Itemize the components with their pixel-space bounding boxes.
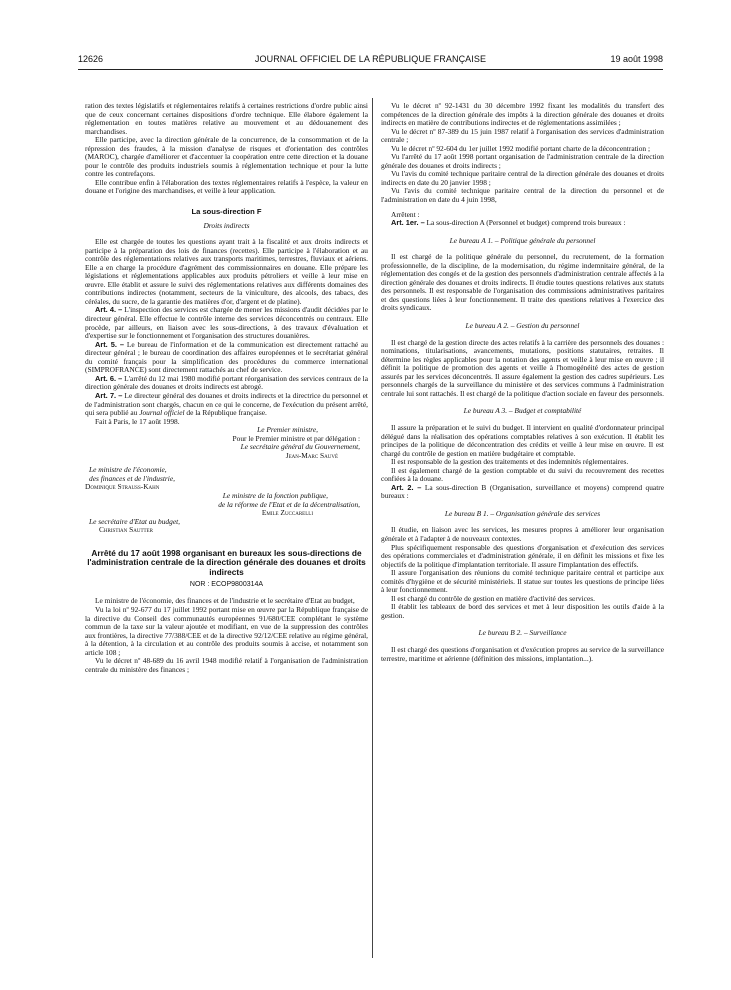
article-text: de la République française. (184, 408, 267, 418)
paragraph: Il est chargé de la politique générale du personnel, du recrutement, de la formation professionnelle, de la discipline, de la modernisation, du régime indemnitaire général, de la réglementation des congés et de la gestion des personnels d'administration centrale affectés à la direction générale des douanes et droits indirects. Il étudie toutes questions relatives aux statuts des personnels. Il est responsable de l'organisation des commissions administratives paritaires et des questions liées à leur fonctionnement. Il traite des questions relatives à l'exercice des droits syndicaux. (381, 252, 664, 313)
article-6 (85, 375, 368, 392)
paragraph: Il assure l'organisation des réunions du comité technique paritaire central et participe aux comités d'hygiène et de sécurité ministériels. Il statue sur toutes les questions de principe liées à leur fonctionnement. (381, 568, 664, 595)
signatory-name: Dominique Strauss-Kahn (85, 482, 160, 492)
article-7 (85, 392, 368, 418)
bureau-heading: Le bureau B 1. – Organisation générale des services (444, 508, 601, 518)
paragraph: Elle est chargée de toutes les questions ayant trait à la fiscalité et aux droits indirects et participe à la préparation des lois de finances (recettes). Elle participe à l'élaboration et au contrôle des réglementations relatives aux transports maritimes, terrestres, fluviaux et aériens. Elle a en charge la procédure d'agrément des commissionnaires en douane. Elle prépare les législations et réglementations applicables aux produits pétroliers et veille à leur mise en œuvre. Elle établit et assure le suivi des réglementations relatives aux différents domaines des contributions indirectes (notamment, secteurs de la viniculture, des alcools, des tabacs, des céréales, du sucre, de la garantie des matières d'or, d'argent et de platine). (85, 237, 368, 306)
paragraph: Vu le décret nº 48-689 du 16 avril 1948 modifié relatif à l'organisation de l'administration centrale du ministère des finances ; (85, 656, 368, 674)
article-text: Le bureau de l'information et de la communication est directement rattaché au directeur général ; le bureau de coordination des affaires européennes et le secrétariat général du comité français pour la simplification des procédures du commerce international (SIMPROFRANCE) sont directement rattachés au chef de service. (85, 339, 369, 375)
signatory-title: Le secrétaire général du Gouvernement, (240, 442, 360, 452)
paragraph: Il étudie, en liaison avec les services, les mesures propres à améliorer leur organisation générale et à l'adapter à de nouveaux contextes. (381, 525, 664, 543)
paragraph: Il assure la préparation et le suivi du budget. Il intervient en qualité d'ordonnateur principal délégué dans la réalisation des opérations comptables relatives à son exécution. Il établit les principes de la politique de déconcentration des crédits et veille à leur mise en œuvre. Il est chargé du contrôle de gestion en matière budgétaire et comptable. (381, 422, 664, 458)
bureau-heading: Le bureau A 1. – Politique générale du personnel (449, 235, 596, 245)
paragraph: Vu le décret nº 92-604 du 1er juillet 1992 modifié portant charte de la déconcentration ; (391, 143, 650, 153)
signatory-title: Le ministre de l'économie, (89, 465, 167, 475)
left-column (85, 102, 368, 674)
article-label: Art. 2. – (391, 482, 422, 492)
paragraph: Vu l'avis du comité technique paritaire central de la direction générale des douanes et droits indirects en date du 20 janvier 1998 ; (381, 169, 664, 187)
paragraph: Vu la loi nº 92-677 du 17 juillet 1992 portant mise en œuvre par la République française de la directive du Conseil des communautés européennes 91/680/CEE complétant le système commun de la taxe sur la valeur ajoutée et modifiant, en vue de la suppression des contrôles aux frontières, la directive 77/388/CEE et de la directive 92/12/CEE relative au régime général, à la détention, à la circulation et au contrôle des produits soumis à accise, et notamment son article 108 ; (85, 605, 368, 657)
article-4 (85, 306, 368, 340)
page-header (78, 54, 663, 68)
header-rule (78, 69, 663, 70)
article-label: Art. 4. – (95, 305, 123, 315)
article-label: Art. 6. – (95, 373, 123, 383)
article-text: La sous-direction A (Personnel et budget) comprend trois bureaux : (424, 218, 626, 228)
issue-date: 19 août 1998 (610, 54, 663, 64)
signatory-delegation: Pour le Premier ministre et par délégation : (232, 433, 360, 443)
article-2 (381, 484, 664, 501)
column-divider (372, 98, 373, 958)
signatory-title: de la réforme de l'Etat et de la décentralisation, (218, 499, 360, 509)
article-text: L'inspection des services est chargée de mener les missions d'audit décidées par le directeur général. Elle effectue le contrôle interne des services déconcentrés ou centraux. Elle procède, par ailleurs, en liaison avec les sous-directions, à des travaux d'évaluation et d'expertise sur le fonctionnement et l'organisation des structures douanières. (85, 305, 368, 341)
paragraph: Il est chargé des questions d'organisation et d'exécution propres au service de la surveillance terrestre, maritime et aérienne (définition des missions, implantation...). (381, 644, 664, 663)
signatory-name: Jean-Marc Sauvé (285, 450, 338, 460)
page-number: 12626 (78, 54, 104, 64)
done-at: Fait à Paris, le 17 août 1998. (95, 416, 180, 426)
paragraph: Elle contribue enfin à l'élaboration des textes réglementaires relatifs à l'espèce, la valeur en douane et l'origine des marchandises, et veille à leur application. (85, 177, 368, 196)
journal-reference: Journal officiel (139, 408, 185, 418)
arretent: Arrêtent : (391, 209, 420, 219)
article-1 (381, 219, 664, 228)
signatory-title: Le Premier ministre, (257, 425, 318, 435)
paragraph: Plus spécifiquement responsable des questions d'organisation et d'exécution des services des opérations commerciales et d'administration générale, il en définit les missions et fixe les objectifs de la politique d'implantation territoriale. Il assure l'implantation des effectifs. (381, 542, 664, 569)
paragraph: Vu l'arrêté du 17 août 1998 portant organisation de l'administration centrale de la direction générale des douanes et droits indirects ; (381, 152, 664, 170)
signatory-title: des finances et de l'industrie, (89, 473, 175, 483)
journal-title: JOURNAL OFFICIEL DE LA RÉPUBLIQUE FRANÇAISE (254, 54, 487, 64)
paragraph: Vu le décret nº 87-389 du 15 juin 1987 relatif à l'organisation des services d'administration centrale ; (381, 126, 664, 145)
right-column (381, 102, 664, 663)
section-subheading: Droits indirects (203, 220, 250, 230)
paragraph: Il est responsable de la gestion des traitements et des indemnités réglementaires. (391, 457, 629, 467)
article-text: Le directeur général des douanes et droits indirects et la directrice du personnel et de l'administration sont chargés, chacun en ce qui le concerne, de l'exécution du présent arrêté, qui sera publié au (85, 390, 368, 418)
paragraph: Elle participe, avec la direction générale de la concurrence, de la consommation et de la répression des fraudes, à la mission d'analyse de risques et d'orientation des contrôles (MAROC), chargée d'améliorer et d'accentuer la coopération entre cette direction et la douane pour le contrôle des produits industriels soumis à réglementation technique et pour la lutte contre les contrefaçons. (85, 135, 368, 179)
bureau-heading: Le bureau B 2. – Surveillance (478, 628, 567, 638)
article-label: Art. 1er. – (391, 218, 425, 228)
article-label: Art. 7. – (95, 390, 123, 400)
paragraph: ration des textes législatifs et réglementaires relatifs à certaines restrictions d'ordre public ainsi que de ceux concernant certaines dispositions d'ordre technique. Elle élabore également la réglementation en toutes matières relative au mouvement et au dédouanement des marchandises. (85, 101, 368, 136)
signatory-name: Christian Sautter (99, 525, 153, 535)
section-heading: La sous-direction F (191, 207, 262, 217)
article-label: Art. 5. – (95, 339, 125, 349)
article-text: L'arrêté du 12 mai 1980 modifié portant réorganisation des services centraux de la direction générale des douanes et droits indirects est abrogé. (85, 373, 369, 392)
paragraph: Il est chargé du contrôle de gestion en matière d'activité des services. (391, 593, 595, 603)
article-text: La sous-direction B (Organisation, surveillance et moyens) comprend quatre bureaux : (381, 482, 665, 501)
decree-title: Arrêté du 17 août 1998 organisant en bureaux les sous-directions de l'administration centrale de la direction générale des douanes et droits indirects (87, 547, 366, 577)
paragraph: Il est chargé de la gestion directe des actes relatifs à la carrière des personnels des douanes : nominations, titularisations, avancements, mutations, positions statutaires, retraites. Il détermine les règles applicables pour la notation des agents et veille à leur mise en œuvre ; il définit la politique de promotion des agents et veille à l'homogénéité des actes de gestion assurés par les services déconcentrés. Il assure également la gestion des cadres supérieurs. Les personnels chargés de la surveillance du ministère et des services communs à l'administration centrale lui sont rattachés. Il est chargé de la politique d'action sociale en faveur des personnels. (381, 337, 664, 398)
signatory-title: Le ministre de la fonction publique, (222, 490, 328, 500)
signatory-name: Emile Zuccarelli (261, 508, 313, 518)
bureau-heading: Le bureau A 3. – Budget et comptabilité (463, 406, 582, 416)
paragraph: Vu le décret nº 92-1431 du 30 décembre 1992 fixant les modalités du transfert des compétences de la direction générale des impôts à la direction générale des douanes et droits indirects en matière de contributions indirectes et de réglementations assimilées ; (381, 101, 664, 128)
paragraph: Vu l'avis du comité technique paritaire central de la direction du personnel et de l'administration en date du 4 juin 1998, (381, 186, 664, 205)
signatory-title: Le secrétaire d'Etat au budget, (89, 516, 181, 526)
paragraph: Il établit les tableaux de bord des services et met à leur disposition les outils d'aide à la gestion. (381, 602, 664, 620)
paragraph: Il est également chargé de la gestion comptable et du suivi du recouvrement des recettes confiées à la douane. (381, 465, 664, 484)
article-5 (85, 341, 368, 375)
nor-reference: NOR : ECOP9800314A (189, 580, 264, 588)
paragraph: Le ministre de l'économie, des finances et de l'industrie et le secrétaire d'Etat au budget, (95, 596, 355, 606)
bureau-heading: Le bureau A 2. – Gestion du personnel (465, 321, 580, 331)
